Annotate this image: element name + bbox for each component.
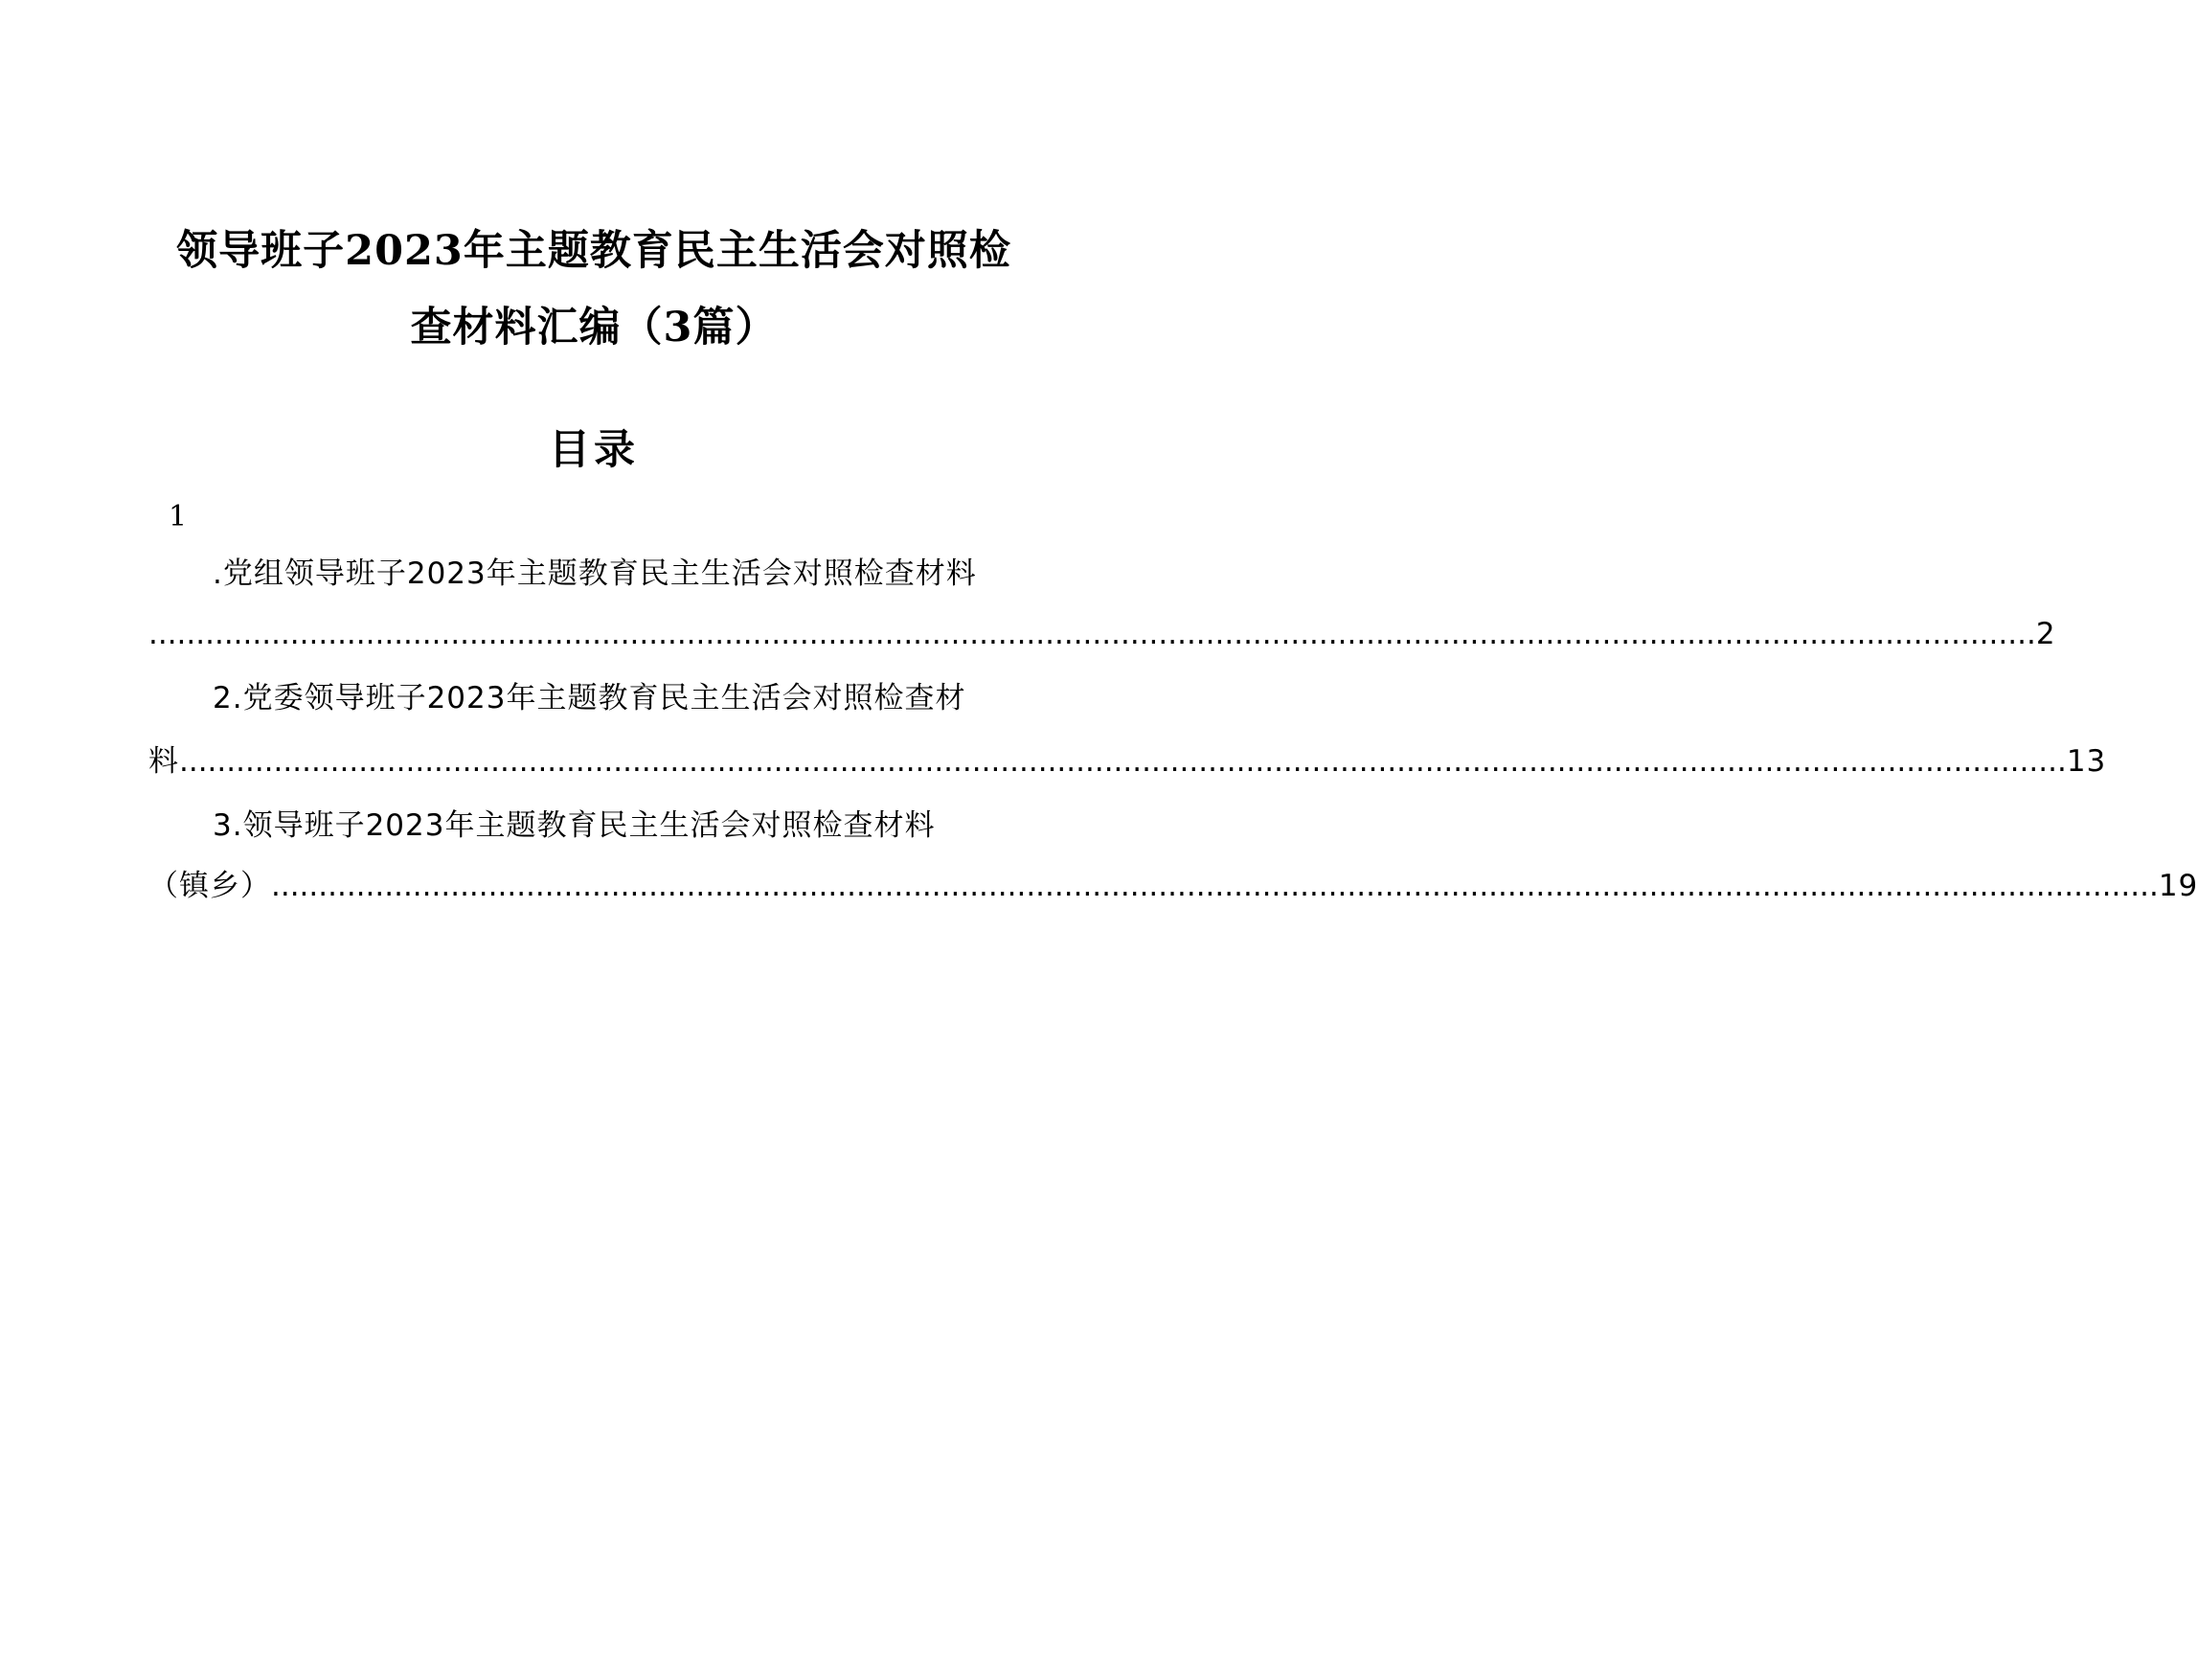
toc-entry-3-title[interactable]: 3.领导班子2023年主题教育民主生活会对照检查材料 xyxy=(213,808,936,843)
toc-entry-1-dots: ........................................................................................................................................................................................................ xyxy=(148,617,2036,651)
toc-entry-1-leader[interactable] xyxy=(148,610,2056,658)
toc-entry-3-page: 19 xyxy=(2158,869,2198,903)
toc-entry-2-dots: ........................................................................................................................................................................................................ xyxy=(179,744,2067,779)
title-line-2: 查材料汇编（3篇） xyxy=(410,304,778,352)
toc-entry-2-continuation: 料 xyxy=(148,744,179,779)
title-line-1: 领导班子2023年主题教育民主生活会对照检 xyxy=(176,227,1011,275)
document-title xyxy=(144,213,1044,366)
toc-entry-1-page: 2 xyxy=(2035,617,2056,651)
toc-entry-2-leader[interactable] xyxy=(148,738,2107,785)
toc-entry-3-leader[interactable] xyxy=(148,862,2198,910)
toc-entry-2-title[interactable]: 2.党委领导班子2023年主题教育民主生活会对照检查材 xyxy=(213,681,966,715)
toc-entry-1-title[interactable]: .党组领导班子2023年主题教育民主生活会对照检查材料 xyxy=(213,556,977,591)
toc-entry-2-page: 13 xyxy=(2066,744,2107,779)
toc-number: 1 xyxy=(169,500,188,534)
toc-entry-3-continuation: （镇乡） xyxy=(148,869,271,903)
toc-heading: 目录 xyxy=(549,426,639,474)
toc-entry-3-dots: ........................................................................................................................................................................................................ xyxy=(271,869,2159,903)
